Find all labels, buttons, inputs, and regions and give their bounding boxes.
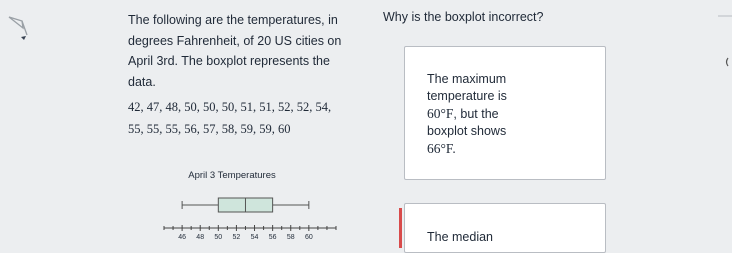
answer-line: The median — [427, 230, 494, 244]
edge-decoration — [712, 0, 732, 80]
x-tick-label: 46 — [178, 234, 187, 240]
chart-title: April 3 Temperatures — [188, 170, 276, 181]
x-tick-label: 58 — [286, 234, 295, 240]
answer-choice-text — [427, 71, 597, 157]
answer-choice-1[interactable] — [404, 46, 606, 180]
x-tick-label: 60 — [304, 234, 313, 240]
x-tick-label: 48 — [196, 234, 205, 240]
answer-choice-text — [427, 229, 597, 246]
x-tick-label: 50 — [214, 234, 223, 240]
selection-indicator — [399, 208, 402, 248]
boxplot-chart — [160, 186, 340, 240]
problem-line: degrees Fahrenheit, of 20 US cities on — [128, 33, 342, 48]
math-value: 60°F — [427, 106, 454, 121]
math-value: 66°F. — [427, 141, 456, 156]
problem-line: data. — [128, 74, 156, 89]
problem-line: The following are the temperatures, in — [128, 13, 338, 27]
problem-line: April 3rd. The boxplot represents the — [128, 54, 330, 68]
problem-statement — [128, 10, 358, 92]
x-tick-label: 52 — [232, 234, 241, 240]
temperature-data-list — [128, 96, 358, 140]
x-tick-label: 56 — [268, 234, 277, 240]
answer-line: The maximum — [427, 72, 507, 86]
answer-line — [427, 105, 597, 123]
pencil-icon — [6, 14, 28, 40]
answer-choice-2[interactable] — [404, 203, 606, 253]
x-tick-label: 54 — [250, 234, 259, 240]
question-text: Why is the boxplot incorrect? — [383, 10, 544, 24]
data-line: 42, 47, 48, 50, 50, 50, 51, 51, 52, 52, 54, — [128, 100, 332, 114]
answer-line: temperature is — [427, 89, 507, 103]
answer-line: boxplot shows — [427, 124, 507, 138]
data-line: 55, 55, 55, 56, 57, 58, 59, 59, 60 — [128, 122, 291, 136]
answer-fragment: , but the — [453, 107, 499, 121]
